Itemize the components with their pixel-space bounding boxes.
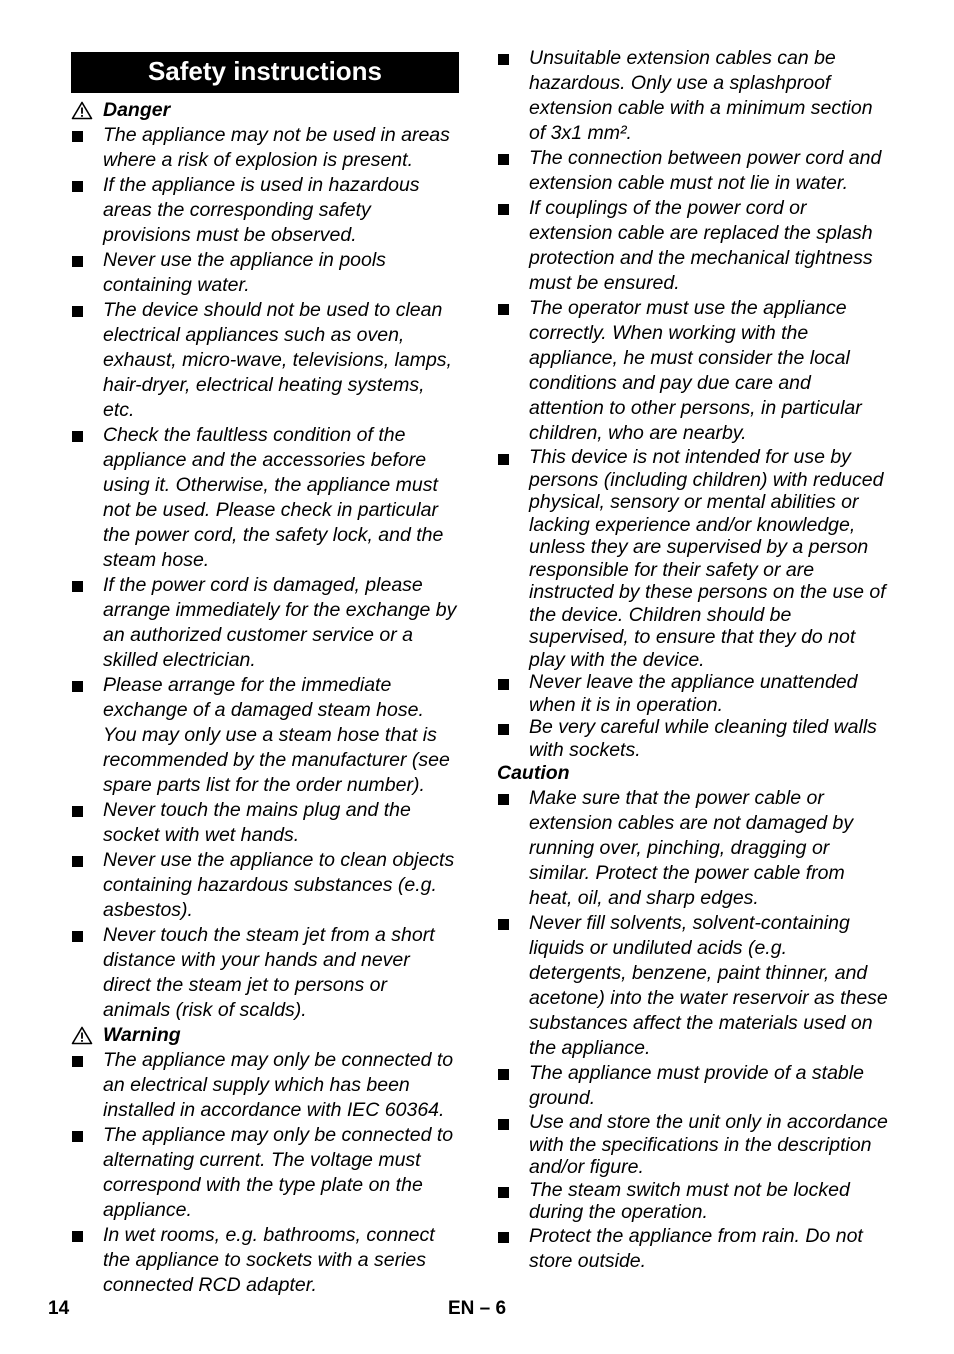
list-item	[71, 798, 459, 848]
list-item-text: Be very careful while cleaning tiled walls with sockets.	[529, 716, 877, 761]
caution-list-usage	[497, 1111, 889, 1224]
bullet-square-icon	[72, 1231, 83, 1242]
list-item	[71, 423, 459, 573]
list-item-text: The appliance may only be connected to alternating current. The voltage must correspond with the type plate on the appliance.	[103, 1124, 454, 1221]
list-item-text: Use and store the unit only in accordance with the specifications in the description and/or figure.	[529, 1111, 888, 1178]
page-code: EN – 6	[448, 1298, 507, 1319]
bullet-square-icon	[498, 919, 509, 930]
list-item	[497, 671, 889, 716]
bullet-square-icon	[498, 794, 509, 805]
left-column	[71, 48, 459, 1298]
page-number: 14	[48, 1298, 70, 1319]
list-item-text: This device is not intended for use by persons (including children) with reduced physical, sensory or mental abilities or lacking experience and/or knowledge, unless they are supervised by a person responsible for their safety or are instructed by these persons on the use of the device. Children should be supervised, to ensure that they do not play with the device.	[529, 446, 886, 671]
list-item-text: Unsuitable extension cables can be hazardous. Only use a splashproof extension cable with a minimum section of 3x1 mm².	[529, 47, 873, 144]
list-item-text: Never leave the appliance unattended when it is in operation.	[529, 671, 858, 716]
section-title: Safety instructions	[71, 52, 459, 93]
bullet-square-icon	[498, 1232, 509, 1243]
list-item	[497, 46, 889, 146]
list-item	[497, 1224, 889, 1274]
list-item	[497, 196, 889, 296]
list-item	[497, 296, 889, 446]
bullet-square-icon	[72, 1131, 83, 1142]
list-item	[71, 123, 459, 173]
bullet-square-icon	[72, 681, 83, 692]
list-item	[71, 673, 459, 798]
list-item-text: The appliance may only be connected to an electrical supply which has been installed in accordance with IEC 60364.	[103, 1049, 454, 1121]
list-item-text: Never use the appliance in pools containing water.	[103, 249, 386, 296]
bullet-square-icon	[72, 131, 83, 142]
bullet-square-icon	[72, 306, 83, 317]
bullet-square-icon	[72, 256, 83, 267]
warning-heading	[71, 1023, 459, 1048]
operation-list	[497, 671, 889, 761]
electrical-list	[497, 46, 889, 446]
bullet-square-icon	[498, 679, 509, 690]
bullet-square-icon	[498, 1119, 509, 1130]
bullet-square-icon	[72, 431, 83, 442]
danger-heading	[71, 98, 459, 123]
bullet-square-icon	[498, 1187, 509, 1198]
bullet-square-icon	[72, 806, 83, 817]
bullet-square-icon	[72, 581, 83, 592]
list-item-text: Never touch the mains plug and the socket with wet hands.	[103, 799, 411, 846]
list-item	[497, 1061, 889, 1111]
list-item-text: If couplings of the power cord or extension cable are replaced the splash protection and the mechanical tightness must be ensured.	[529, 197, 873, 294]
warning-list	[71, 1048, 459, 1298]
list-item	[71, 1048, 459, 1123]
list-item	[71, 1223, 459, 1298]
list-item	[71, 248, 459, 298]
list-item	[71, 298, 459, 423]
list-item	[497, 1111, 889, 1179]
caution-list	[497, 786, 889, 1111]
list-item	[497, 786, 889, 911]
bullet-square-icon	[498, 304, 509, 315]
list-item-text: Never touch the steam jet from a short distance with your hands and never direct the steam jet to persons or animals (risk of scalds).	[103, 924, 435, 1021]
right-column	[497, 46, 889, 1274]
list-item-text: The steam switch must not be locked during the operation.	[529, 1178, 850, 1223]
list-item-text: Check the faultless condition of the appliance and the accessories before using it. Otherwise, the appliance must not be used. Please check in particular the power cord, the safety lock, and the steam hose.	[103, 424, 444, 571]
list-item-text: Never fill solvents, solvent-containing liquids or undiluted acids (e.g. detergents, benzene, paint thinner, and acetone) into the water reservoir as these substances affect the materials used on the appliance.	[529, 912, 888, 1059]
danger-label: Danger	[103, 99, 171, 121]
list-item-text: If the power cord is damaged, please arrange immediately for the exchange by an authorized customer service or a skilled electrician.	[103, 574, 457, 671]
list-item	[71, 173, 459, 248]
list-item-text: The operator must use the appliance correctly. When working with the appliance, he must consider the local conditions and pay due care and attention to other persons, in particular children, who are nearby.	[529, 297, 862, 444]
danger-list	[71, 123, 459, 1023]
bullet-square-icon	[498, 454, 509, 465]
caution-heading	[497, 761, 889, 786]
bullet-square-icon	[72, 1056, 83, 1067]
list-item	[71, 573, 459, 673]
warning-label: Warning	[103, 1024, 181, 1046]
bullet-square-icon	[498, 1069, 509, 1080]
caution-list-weather	[497, 1224, 889, 1274]
bullet-square-icon	[498, 204, 509, 215]
list-item	[71, 923, 459, 1023]
bullet-square-icon	[72, 856, 83, 867]
warning-triangle-icon	[71, 98, 103, 123]
list-item-text: The device should not be used to clean electrical appliances such as oven, exhaust, micro-wave, televisions, lamps, hair-dryer, electrical heating systems, etc.	[103, 299, 452, 421]
list-item-text: The appliance may not be used in areas where a risk of explosion is present.	[103, 124, 450, 171]
caution-label: Caution	[497, 762, 570, 784]
list-item	[497, 146, 889, 196]
list-item	[497, 911, 889, 1061]
list-item-text: The appliance must provide of a stable ground.	[529, 1062, 864, 1109]
bullet-square-icon	[498, 154, 509, 165]
supervision-list	[497, 446, 889, 671]
list-item-text: In wet rooms, e.g. bathrooms, connect the appliance to sockets with a series connected RCD adapter.	[103, 1224, 435, 1296]
warning-triangle-icon	[71, 1023, 103, 1048]
list-item	[497, 1179, 889, 1224]
bullet-square-icon	[498, 724, 509, 735]
bullet-square-icon	[72, 931, 83, 942]
list-item-text: Make sure that the power cable or extension cables are not damaged by running over, pinching, dragging or similar. Protect the power cable from heat, oil, and sharp edges.	[529, 787, 854, 909]
list-item	[71, 848, 459, 923]
list-item-text: Please arrange for the immediate exchange of a damaged steam hose. You may only use a steam hose that is recommended by the manufacturer (see spare parts list for the order number).	[103, 674, 450, 796]
list-item-text: Never use the appliance to clean objects containing hazardous substances (e.g. asbestos).	[103, 849, 455, 921]
bullet-square-icon	[72, 181, 83, 192]
list-item-text: If the appliance is used in hazardous areas the corresponding safety provisions must be observed.	[103, 174, 420, 246]
list-item-text: The connection between power cord and extension cable must not lie in water.	[529, 147, 882, 194]
bullet-square-icon	[498, 54, 509, 65]
list-item	[497, 446, 889, 671]
list-item-text: Protect the appliance from rain. Do not store outside.	[529, 1224, 863, 1272]
list-item	[71, 1123, 459, 1223]
list-item	[497, 716, 889, 761]
